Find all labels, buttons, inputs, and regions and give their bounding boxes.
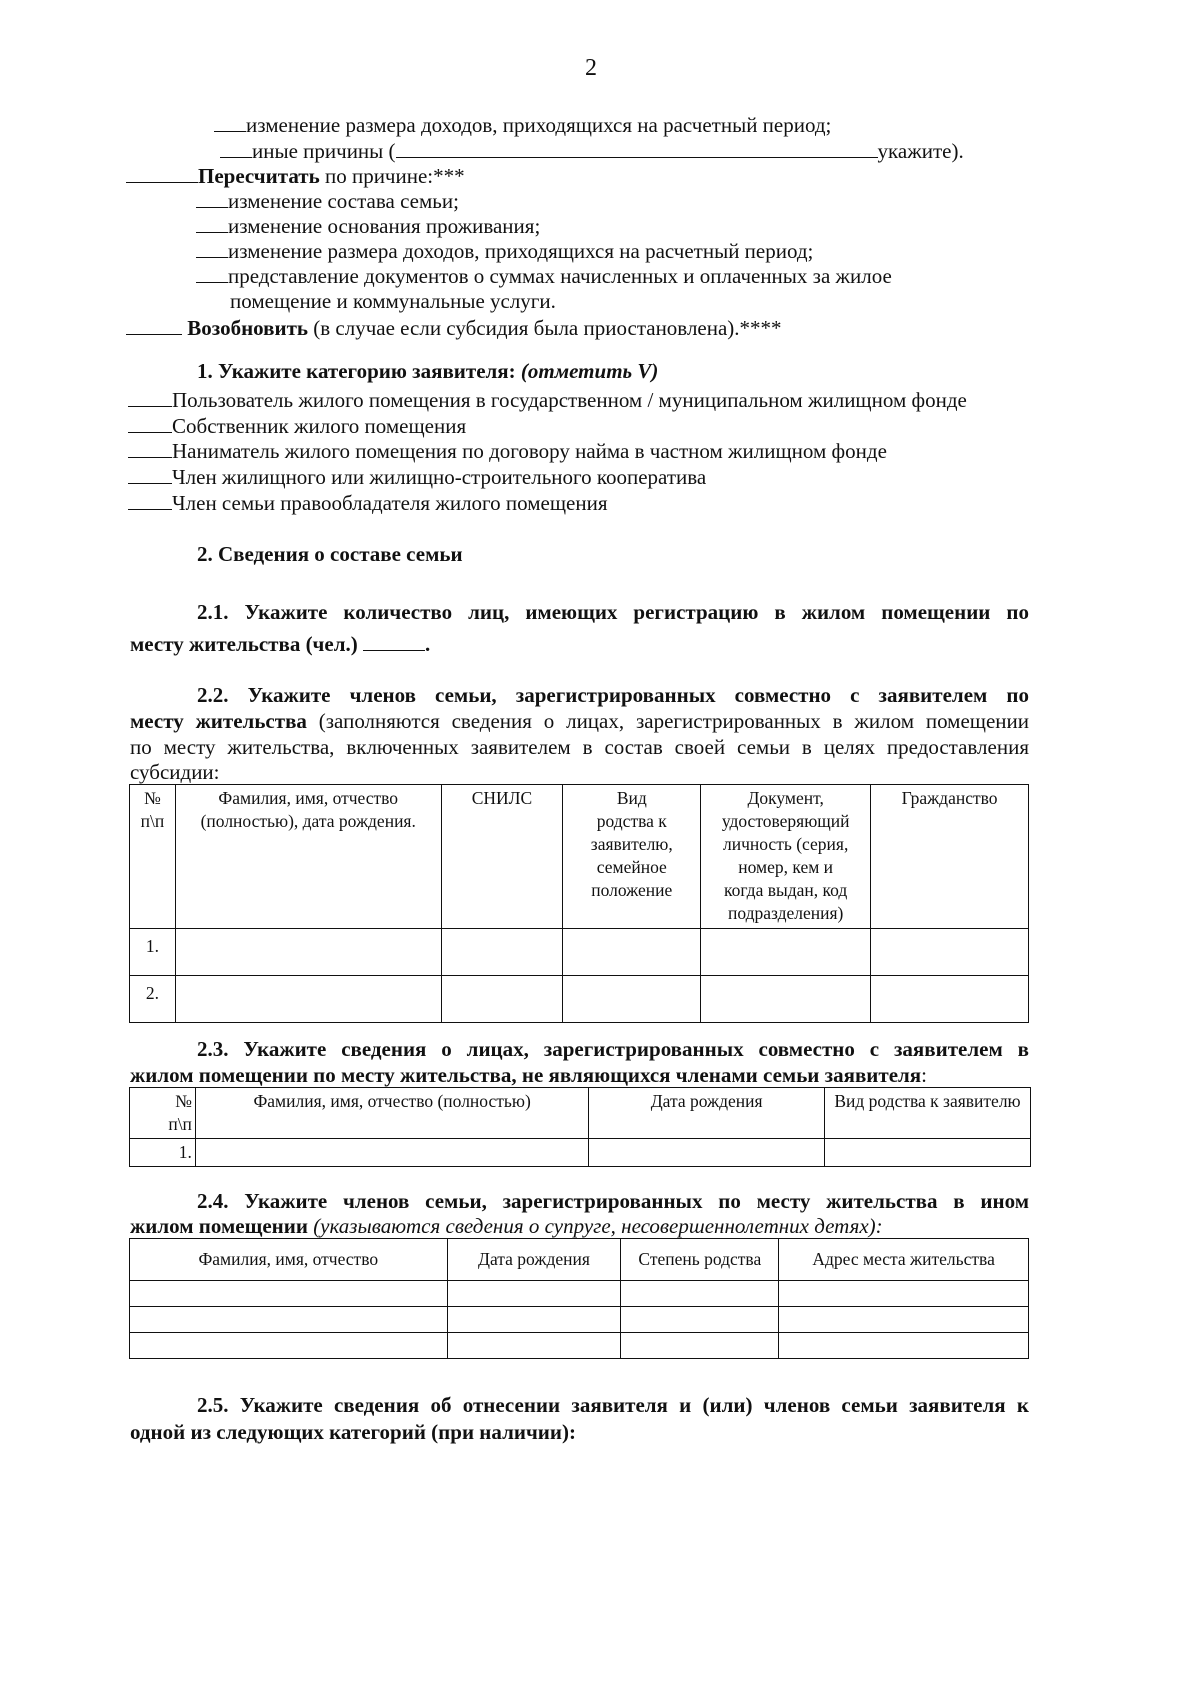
checkbox-blank[interactable] [126, 315, 182, 335]
table-header-row [130, 1088, 1031, 1139]
table-header-row [130, 1239, 1029, 1281]
col-fio: Фамилия, имя, отчество [130, 1239, 448, 1281]
row-number: 2. [130, 975, 176, 1022]
cell[interactable] [871, 928, 1029, 975]
s22-line1: 2.2. Укажите членов семьи, зарегистрированных совместно с заявителем по [197, 683, 1029, 707]
category-option-4: Член жилищного или жилищно-строительного кооператива [128, 464, 706, 490]
cell[interactable] [701, 975, 871, 1022]
checkbox-blank[interactable] [196, 213, 228, 233]
col-relation: Степень родства [621, 1239, 779, 1281]
page-number: 2 [585, 55, 597, 81]
resume-option: Возобновить (в случае если субсидия была приостановлена).**** [126, 315, 782, 341]
s21-line2: месту жительства (чел.) . [130, 631, 431, 656]
s23-line2: жилом помещении по месту жительства, не являющихся членами семьи заявителя: [130, 1063, 928, 1087]
cell[interactable] [779, 1307, 1029, 1333]
category-option-1: Пользователь жилого помещения в государственном / муниципальном жилищном фонде [128, 387, 967, 413]
section2-heading: 2. Сведения о составе семьи [197, 542, 463, 566]
cell[interactable] [825, 1139, 1031, 1167]
table-row [130, 928, 1029, 975]
s21-line1: 2.1. Укажите количество лиц, имеющих регистрацию в жилом помещении по [197, 600, 1029, 624]
cell[interactable] [175, 928, 441, 975]
checkbox-blank[interactable] [196, 238, 228, 258]
cell[interactable] [589, 1139, 825, 1167]
cell[interactable] [441, 928, 563, 975]
col-dob: Дата рождения [447, 1239, 621, 1281]
cell[interactable] [563, 975, 701, 1022]
checkbox-blank[interactable] [214, 112, 246, 132]
checkbox-blank[interactable] [126, 163, 198, 183]
col-number: № п\п [130, 785, 176, 929]
persons-count-field[interactable] [363, 631, 425, 651]
table-header-row [130, 785, 1029, 929]
recalculate-option: Пересчитать по причине:*** [126, 163, 465, 189]
cell[interactable] [441, 975, 563, 1022]
cell[interactable] [447, 1333, 621, 1359]
col-address: Адрес места жительства [779, 1239, 1029, 1281]
col-fio: Фамилия, имя, отчество (полностью) [195, 1088, 588, 1139]
col-number: № п\п [130, 1088, 196, 1139]
col-dob: Дата рождения [589, 1088, 825, 1139]
s25-line2: одной из следующих категорий (при наличии): [130, 1420, 576, 1444]
cell[interactable] [563, 928, 701, 975]
cell[interactable] [701, 928, 871, 975]
cell[interactable] [621, 1307, 779, 1333]
category-option-3: Наниматель жилого помещения по договору найма в частном жилищном фонде [128, 438, 887, 464]
cell[interactable] [779, 1333, 1029, 1359]
s22-line3: по месту жительства, включенных заявителем в состав своей семьи в целях предоставления [130, 735, 1029, 759]
col-citizenship: Гражданство [871, 785, 1029, 929]
row-number: 1. [130, 1139, 196, 1167]
s23-line1: 2.3. Укажите сведения о лицах, зарегистрированных совместно с заявителем в [197, 1037, 1029, 1061]
table-row [130, 1307, 1029, 1333]
checkbox-blank[interactable] [196, 263, 228, 283]
s25-line1: 2.5. Укажите сведения об отнесении заявителя и (или) членов семьи заявителя к [197, 1393, 1029, 1417]
other-reason-field[interactable] [396, 138, 878, 158]
s24-line1: 2.4. Укажите членов семьи, зарегистрированных по месту жительства в ином [197, 1189, 1029, 1213]
cell[interactable] [130, 1333, 448, 1359]
recalc-reason-2: изменение основания проживания; [196, 213, 540, 239]
cell[interactable] [871, 975, 1029, 1022]
col-document: Документ, удостоверяющий личность (серия, номер, кем и когда выдан, код подразделения) [701, 785, 871, 929]
s22-line2: месту жительства (заполняются сведения о лицах, зарегистрированных в жилом помещении [130, 709, 1029, 733]
family-members-table [129, 784, 1029, 1023]
cell[interactable] [447, 1281, 621, 1307]
category-option-5: Член семьи правообладателя жилого помещения [128, 490, 607, 516]
col-fio: Фамилия, имя, отчество (полностью), дата рождения. [175, 785, 441, 929]
reason-income-change: изменение размера доходов, приходящихся на расчетный период; [214, 112, 831, 138]
recalc-reason-4: представление документов о суммах начисленных и оплаченных за жилое [196, 263, 892, 289]
recalc-reason-4-cont: помещение и коммунальные услуги. [230, 289, 556, 313]
col-snils: СНИЛС [441, 785, 563, 929]
cell[interactable] [175, 975, 441, 1022]
table-row [130, 1139, 1031, 1167]
cell[interactable] [130, 1281, 448, 1307]
col-relation: Вид родства к заявителю [825, 1088, 1031, 1139]
checkbox-blank[interactable] [128, 490, 172, 510]
cell[interactable] [621, 1281, 779, 1307]
cell[interactable] [621, 1333, 779, 1359]
category-option-2: Собственник жилого помещения [128, 413, 466, 439]
checkbox-blank[interactable] [128, 464, 172, 484]
section1-heading: 1. Укажите категорию заявителя: (отметить V) [197, 359, 659, 383]
col-relation: Вид родства к заявителю, семейное положение [563, 785, 701, 929]
table-row [130, 1281, 1029, 1307]
checkbox-blank[interactable] [196, 188, 228, 208]
checkbox-blank[interactable] [220, 138, 252, 158]
cell[interactable] [195, 1139, 588, 1167]
cell[interactable] [447, 1307, 621, 1333]
checkbox-blank[interactable] [128, 387, 172, 407]
cell[interactable] [779, 1281, 1029, 1307]
reason-other: иные причины ( укажите). [220, 138, 964, 164]
cell[interactable] [130, 1307, 448, 1333]
other-residence-table [129, 1238, 1029, 1359]
s24-line2: жилом помещении (указываются сведения о супруге, несовершеннолетних детях): [130, 1214, 883, 1238]
table-row [130, 1333, 1029, 1359]
non-family-table [129, 1087, 1031, 1167]
checkbox-blank[interactable] [128, 438, 172, 458]
recalc-reason-3: изменение размера доходов, приходящихся на расчетный период; [196, 238, 813, 264]
recalc-reason-1: изменение состава семьи; [196, 188, 459, 214]
table-row [130, 975, 1029, 1022]
checkbox-blank[interactable] [128, 413, 172, 433]
s22-line4: субсидии: [130, 760, 220, 784]
row-number: 1. [130, 928, 176, 975]
